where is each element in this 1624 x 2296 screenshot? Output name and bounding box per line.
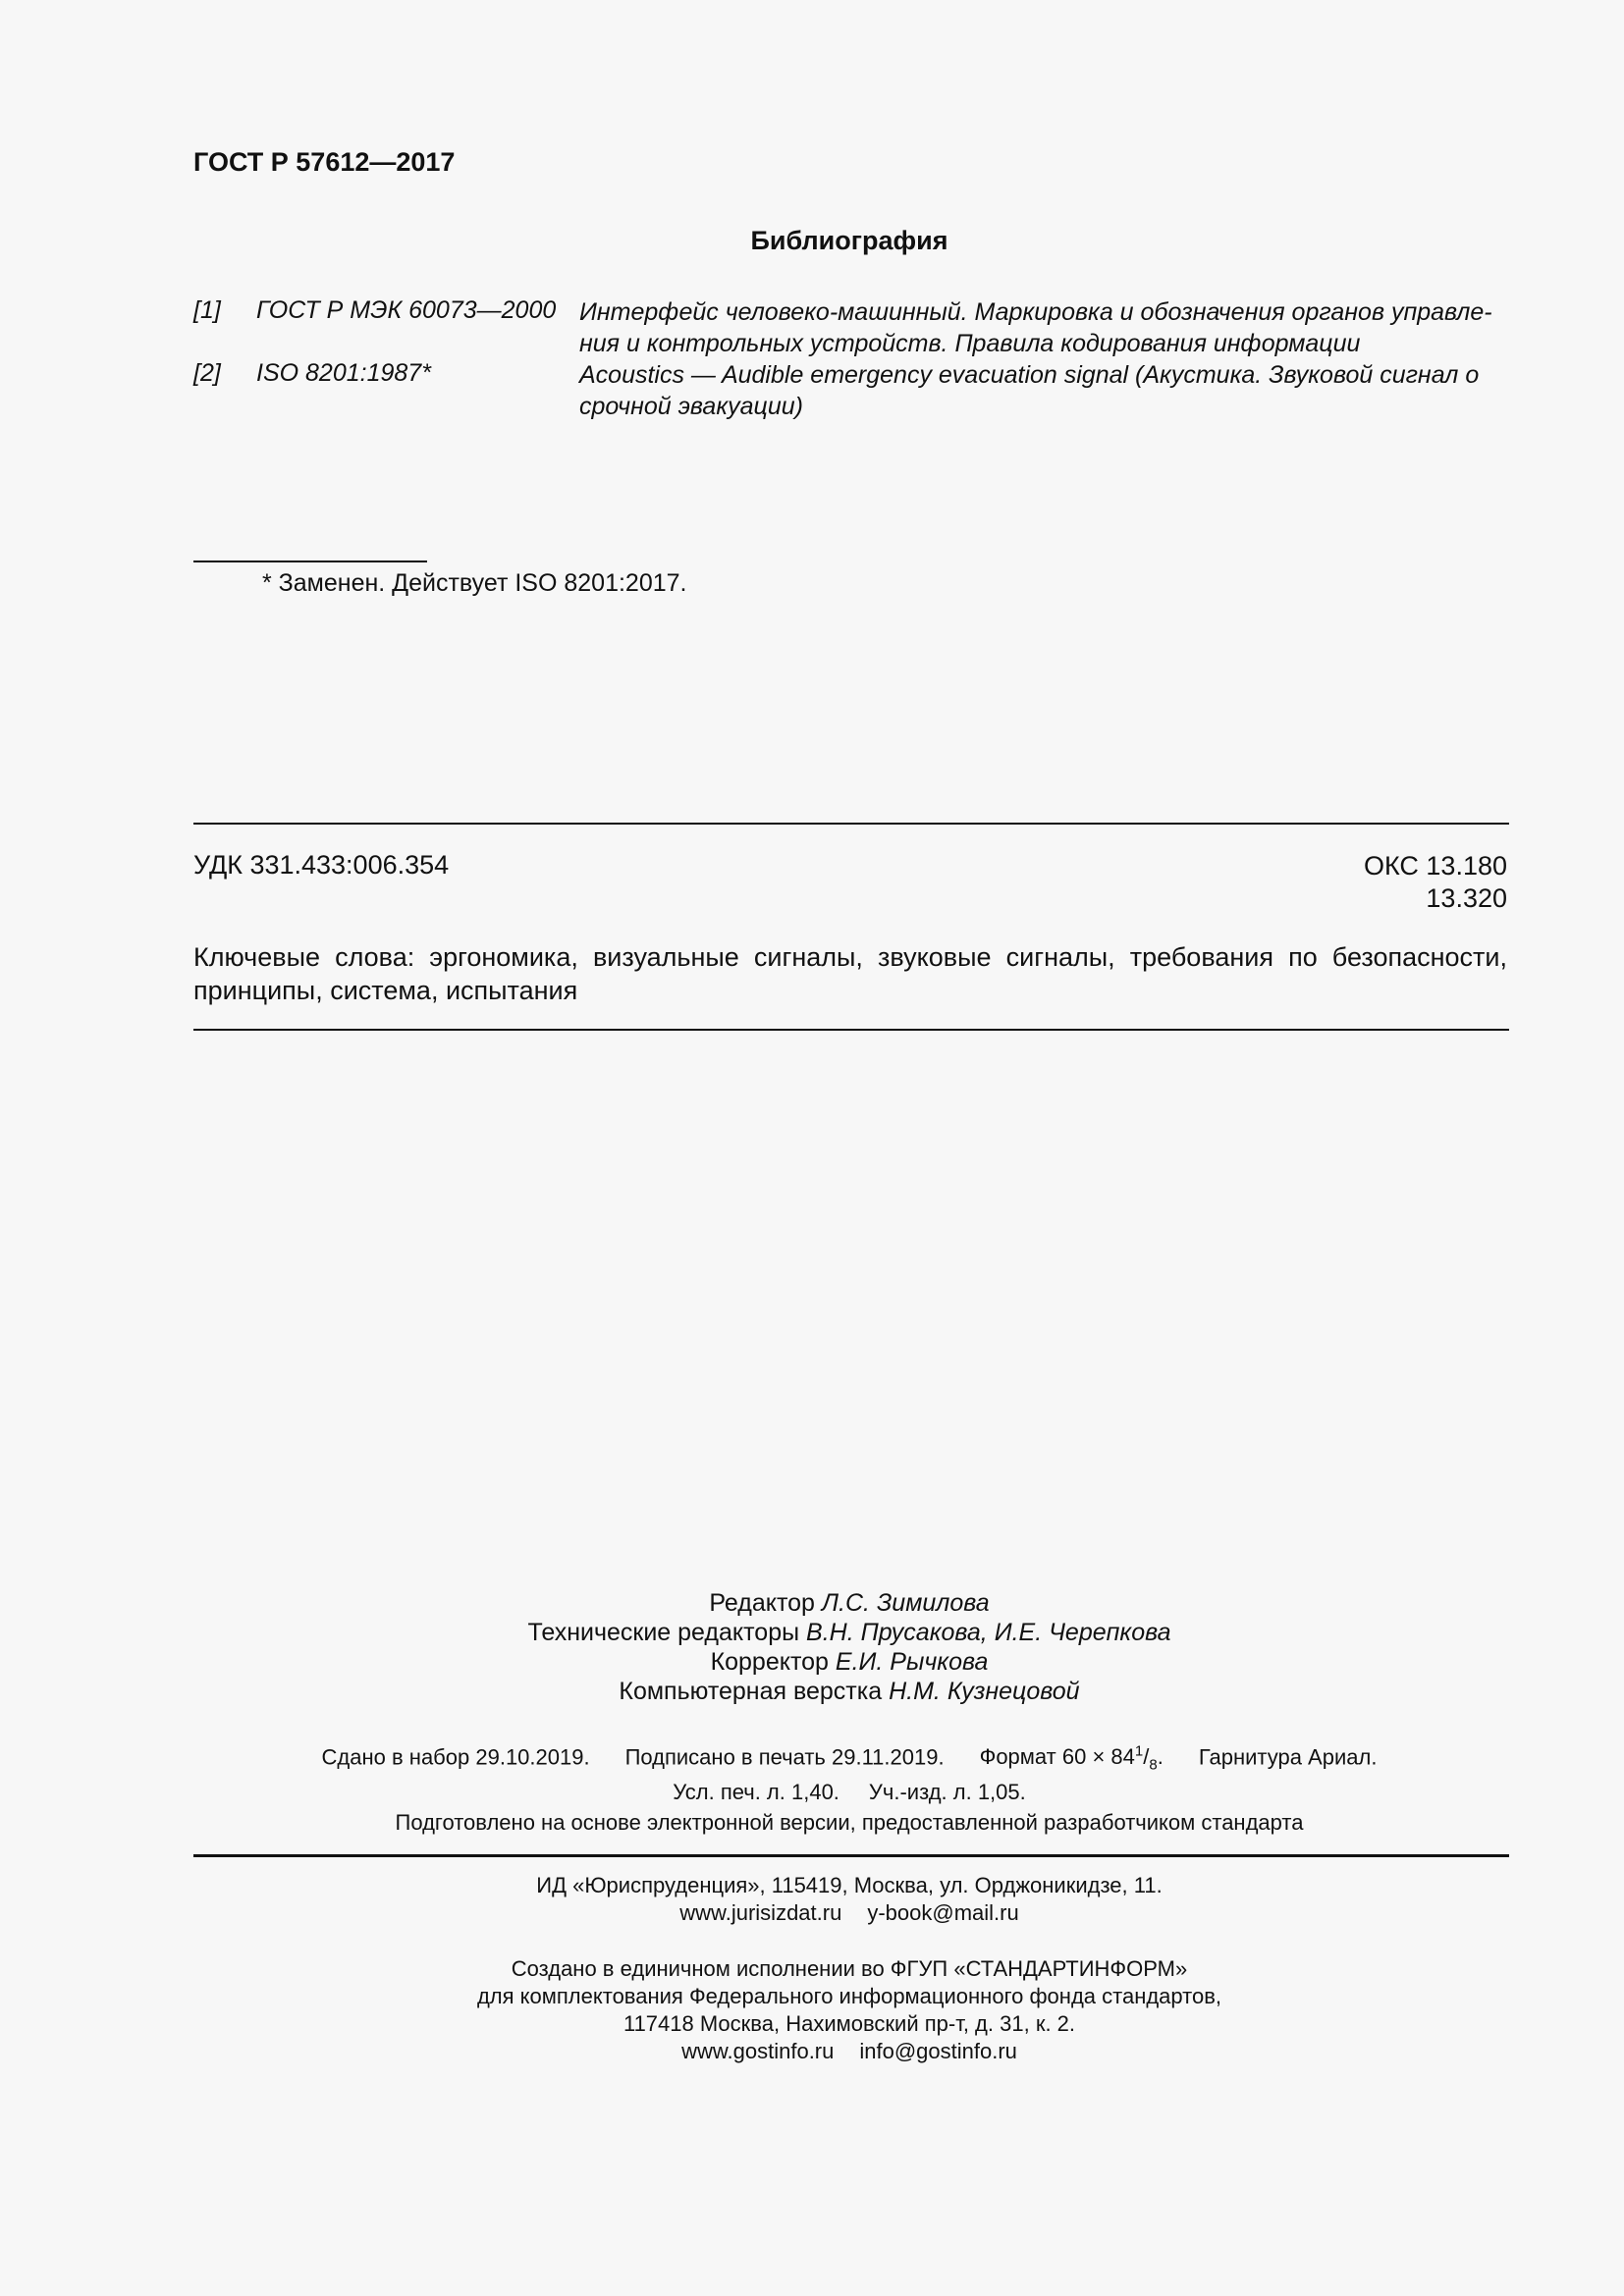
print-sheets: Усл. печ. л. 1,40. (673, 1779, 839, 1804)
bib-item-2-reference: ISO 8201:1987* (256, 359, 431, 387)
typeface: Гарнитура Ариал. (1198, 1744, 1378, 1770)
udk-code: УДК 331.433:006.354 (193, 850, 450, 880)
layout-role: Компьютерная верстка (619, 1678, 883, 1705)
classification-top-rule (193, 823, 1509, 825)
staff-block (0, 1588, 1624, 1706)
bib-item-1-desc-line-2: ния и контрольных устройств. Правила кодирования информации (579, 330, 1361, 357)
footnote-rule (193, 561, 427, 562)
producer-site: www.gostinfo.ru (681, 2039, 835, 2063)
signed-date: Подписано в печать 29.11.2019. (624, 1744, 945, 1770)
oks-codes (1364, 850, 1507, 915)
imprint-line-1 (0, 1738, 1624, 1779)
paper-format: Формат $60 \times 84^1/_8$. (979, 1743, 1164, 1774)
oks-code-2: 13.320 (1426, 883, 1507, 913)
imprint-block (0, 1738, 1624, 1805)
imprint-line-2 (0, 1779, 1624, 1805)
bib-item-1-number: [1] (193, 296, 221, 324)
producer-line-1: Создано в единичном исполнении во ФГУП «СТАНДАРТИНФОРМ» (511, 1956, 1188, 1981)
publisher-address: ИД «Юриспруденция», 115419, Москва, ул. Орджоникидзе, 11. (536, 1873, 1163, 1897)
producer-contacts (0, 2038, 1624, 2065)
document-code: ГОСТ Р 57612—2017 (193, 147, 456, 177)
producer-block (0, 1955, 1624, 2065)
footnote-text: * Заменен. Действует ISO 8201:2017. (262, 569, 687, 597)
publisher-contacts (0, 1899, 1624, 1927)
editor-role: Редактор (709, 1589, 815, 1617)
tech-editors-line (0, 1618, 1624, 1647)
keywords-bottom-rule (193, 1029, 1509, 1031)
corrector-role: Корректор (710, 1648, 829, 1676)
corrector-name: Е.И. Рычкова (835, 1648, 989, 1676)
bib-item-2-desc-line-1: Acoustics — Audible emergency evacuation signal (Акустика. Звуковой сигнал о (579, 361, 1480, 389)
oks-code-1: ОКС 13.180 (1363, 851, 1507, 881)
bib-item-2-number: [2] (193, 359, 221, 387)
producer-line-3: 117418 Москва, Нахимовский пр-т, д. 31, к. 2. (623, 2011, 1076, 2036)
editor-name: Л.С. Зимилова (821, 1589, 990, 1617)
submitted-date: Сдано в набор 29.10.2019. (321, 1744, 590, 1770)
editor-line (0, 1588, 1624, 1618)
bib-item-1-reference: ГОСТ Р МЭК 60073—2000 (256, 296, 557, 324)
bib-item-2-description (579, 359, 1506, 422)
layout-name: Н.М. Кузнецовой (889, 1678, 1080, 1705)
layout-line (0, 1677, 1624, 1706)
prepared-note: Подготовлено на основе электронной версии, предоставленной разработчиком стандарта (395, 1810, 1304, 1835)
publisher-block (0, 1872, 1624, 1927)
bib-item-1-description (579, 296, 1506, 359)
tech-editors-role: Технические редакторы (527, 1619, 800, 1646)
producer-line-2: для комплектования Федерального информационного фонда стандартов, (476, 1984, 1222, 2008)
publisher-email: y-book@mail.ru (867, 1900, 1019, 1925)
corrector-line (0, 1647, 1624, 1677)
publisher-top-rule (193, 1854, 1509, 1857)
keywords: Ключевые слова: эргономика, визуальные сигналы, звуковые сигналы, требования по безопасности, принципы, система, испытания (193, 942, 1507, 1005)
bibliography-title: Библиография (750, 226, 948, 255)
publisher-site: www.jurisizdat.ru (679, 1900, 842, 1925)
producer-email: info@gostinfo.ru (859, 2039, 1017, 2063)
bib-item-2-desc-line-2: срочной эвакуации) (579, 393, 803, 420)
tech-editors-names: В.Н. Прусакова, И.Е. Черепкова (806, 1619, 1171, 1646)
publisher-sheets: Уч.-изд. л. 1,05. (868, 1779, 1026, 1804)
bib-item-1-desc-line-1: Интерфейс человеко-машинный. Маркировка и обозначения органов управле- (579, 298, 1492, 326)
